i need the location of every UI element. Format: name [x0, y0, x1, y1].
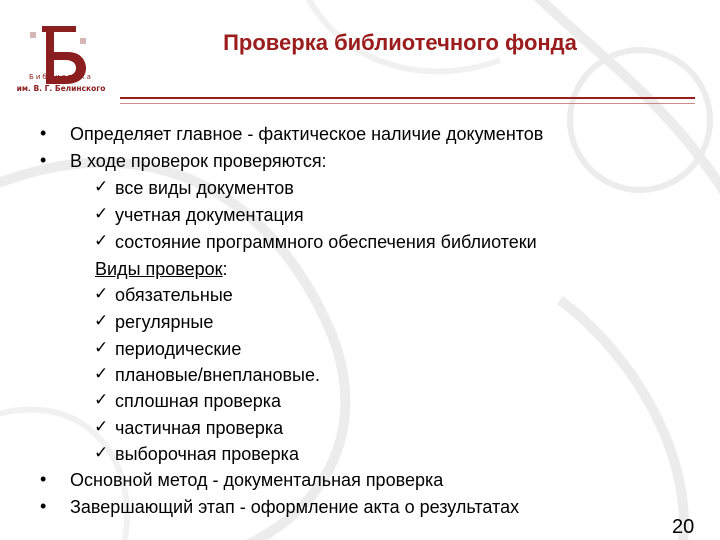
bullet-text: Основной метод - документальная проверка: [70, 470, 444, 490]
checkmark-icon: ✓: [94, 204, 109, 223]
checkmark-icon: ✓: [94, 231, 109, 250]
type-item: периодические: [115, 339, 242, 359]
logo-caption-bottom: им. В. Г. Белинского: [16, 84, 106, 93]
check-item: учетная документация: [115, 205, 304, 225]
bullet-icon: •: [40, 123, 47, 143]
bullet-icon: •: [40, 150, 47, 170]
checkmark-icon: ✓: [94, 338, 109, 357]
checkmark-icon: ✓: [94, 284, 109, 303]
subheading-label: Виды проверок: [95, 259, 223, 279]
bullet-icon: •: [40, 469, 47, 489]
bullet-icon: •: [40, 496, 47, 516]
bullet-text: Определяет главное - фактическое наличие документов: [70, 124, 544, 144]
check-item: состояние программного обеспечения библиотеки: [115, 232, 537, 252]
subheading: [95, 258, 228, 280]
checkmark-icon: ✓: [94, 417, 109, 436]
logo-caption-top: Библиотека: [29, 73, 93, 81]
type-item: плановые/внеплановые.: [115, 365, 320, 385]
checkmark-icon: ✓: [94, 390, 109, 409]
type-item: обязательные: [115, 285, 233, 305]
slide-title: Проверка библиотечного фонда: [223, 30, 577, 55]
type-item: регулярные: [115, 312, 214, 332]
checkmark-icon: ✓: [94, 443, 109, 462]
type-item: выборочная проверка: [115, 444, 299, 464]
bullet-text: Завершающий этап - оформление акта о результатах: [70, 497, 520, 517]
bullet-text: В ходе проверок проверяются:: [70, 151, 327, 171]
type-item: сплошная проверка: [115, 391, 282, 411]
checkmark-icon: ✓: [94, 177, 109, 196]
check-item: все виды документов: [115, 178, 294, 198]
checkmark-icon: ✓: [94, 311, 109, 330]
type-item: частичная проверка: [115, 418, 284, 438]
subheading-colon: :: [222, 259, 228, 279]
page-number: 20: [672, 516, 695, 538]
checkmark-icon: ✓: [94, 364, 109, 383]
